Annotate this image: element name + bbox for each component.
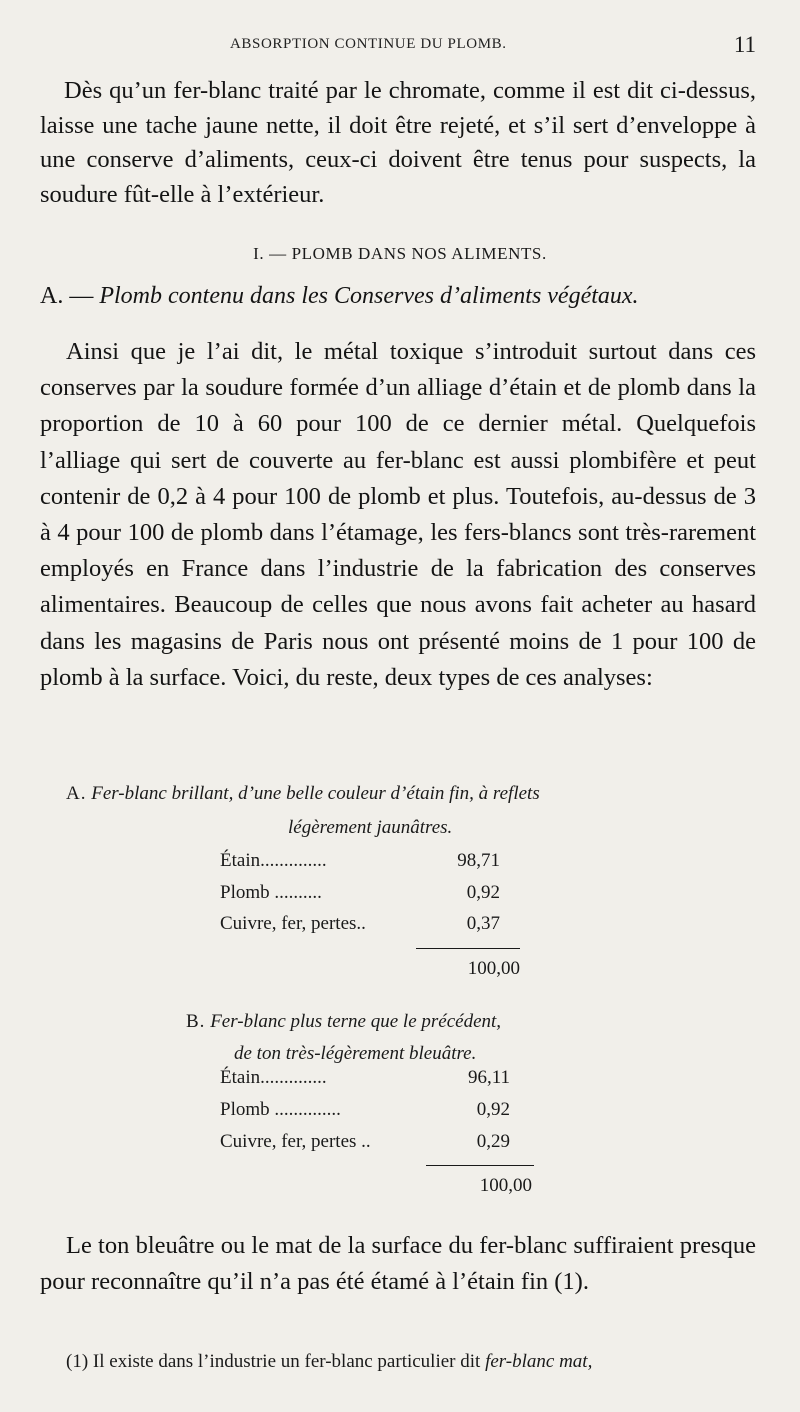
composition-total: 100,00 [479, 1175, 532, 1196]
sample-a-mark: A. [66, 783, 87, 804]
intro-paragraph: Dès qu’un fer-blanc traité par le chromate, comme il est dit ci-dessus, laisse une tache jaune nette, il doit être rejeté, et s’il sert d’enveloppe à une conserve d’aliments, ceux-ci doivent être tenus pour suspects, la soudure fût-elle à l’extérieur. [40, 77, 756, 208]
footnote-emphasis: fer-blanc mat, [485, 1351, 593, 1372]
composition-row [220, 1067, 550, 1095]
composition-total: 100,00 [467, 958, 520, 979]
subsection-mark: A. — [40, 283, 94, 309]
composition-label: Cuivre, fer, pertes.. [220, 913, 366, 934]
body-paragraph: Ainsi que je l’ai dit, le métal toxique s’introduit surtout dans ces conserves par la soudure formée d’un alliage d’étain et de plomb dans la proportion de 10 à 60 pour 100 de ce dernier métal. Quelquefois l’alliage qui sert de couverte au fer-blanc est aussi plombifère et peut contenir de 0,2 à 4 pour 100 de plomb et plus. Toutefois, au-dessus de 3 à 4 pour 100 de plomb dans l’étamage, les fers-blancs sont très-rarement employés en France dans l’industrie de la fabrication des conserves alimentaires. Beaucoup de celles que nous avons fait acheter au hasard dans les magasins de Paris nous ont présenté moins de 1 pour 100 de plomb à la surface. Voici, du reste, deux types de ces analyses: [40, 338, 756, 691]
subsection-heading [40, 283, 756, 310]
sample-b-title-line1 [186, 1011, 501, 1033]
running-title: ABSORPTION CONTINUE DU PLOMB. [230, 36, 507, 52]
sample-b-title-text: Fer-blanc plus terne que le précédent, [210, 1011, 502, 1032]
composition-row [220, 1131, 550, 1159]
composition-label: Étain.............. [220, 1067, 327, 1088]
footnote-mark: (1) [66, 1351, 89, 1372]
composition-value: 0,29 [476, 1131, 510, 1152]
composition-label: Étain.............. [220, 850, 327, 871]
composition-row [220, 913, 520, 941]
composition-row [220, 850, 520, 878]
composition-value: 0,92 [466, 882, 500, 903]
composition-label: Plomb .......... [220, 882, 322, 903]
sample-a-composition-table [220, 850, 520, 990]
composition-label: Plomb .............. [220, 1099, 341, 1120]
footnote-text: Il existe dans l’industrie un fer-blanc particulier dit [92, 1351, 481, 1372]
composition-value: 0,92 [476, 1099, 510, 1120]
sample-a-title-line1 [66, 783, 540, 805]
subsection-title: Plomb contenu dans les Conserves d’aliments végétaux. [99, 283, 639, 309]
sample-b-title-line2: de ton très-légèrement bleuâtre. [234, 1043, 477, 1064]
composition-value: 96,11 [467, 1067, 510, 1088]
composition-value: 0,37 [466, 913, 500, 934]
conclusion-paragraph: Le ton bleuâtre ou le mat de la surface du fer-blanc suffiraient presque pour reconnaître qu’il n’a pas été étamé à l’étain fin (1). [40, 1232, 756, 1295]
composition-row [220, 1099, 550, 1127]
total-rule [426, 1165, 534, 1166]
composition-value: 98,71 [457, 850, 500, 871]
running-head [40, 34, 760, 58]
sample-b-mark: B. [186, 1011, 206, 1032]
footnote [40, 1351, 756, 1373]
composition-label: Cuivre, fer, pertes .. [220, 1131, 371, 1152]
page-number: 11 [733, 32, 756, 57]
sample-a-title-text: Fer-blanc brillant, d’une belle couleur d’étain fin, à reflets [91, 783, 540, 804]
sample-a-title-line2: légèrement jaunâtres. [288, 817, 453, 838]
total-rule [416, 948, 520, 949]
composition-row [220, 882, 520, 910]
section-heading: I. — PLOMB DANS NOS ALIMENTS. [253, 244, 547, 263]
sample-b-composition-table [220, 1067, 550, 1207]
